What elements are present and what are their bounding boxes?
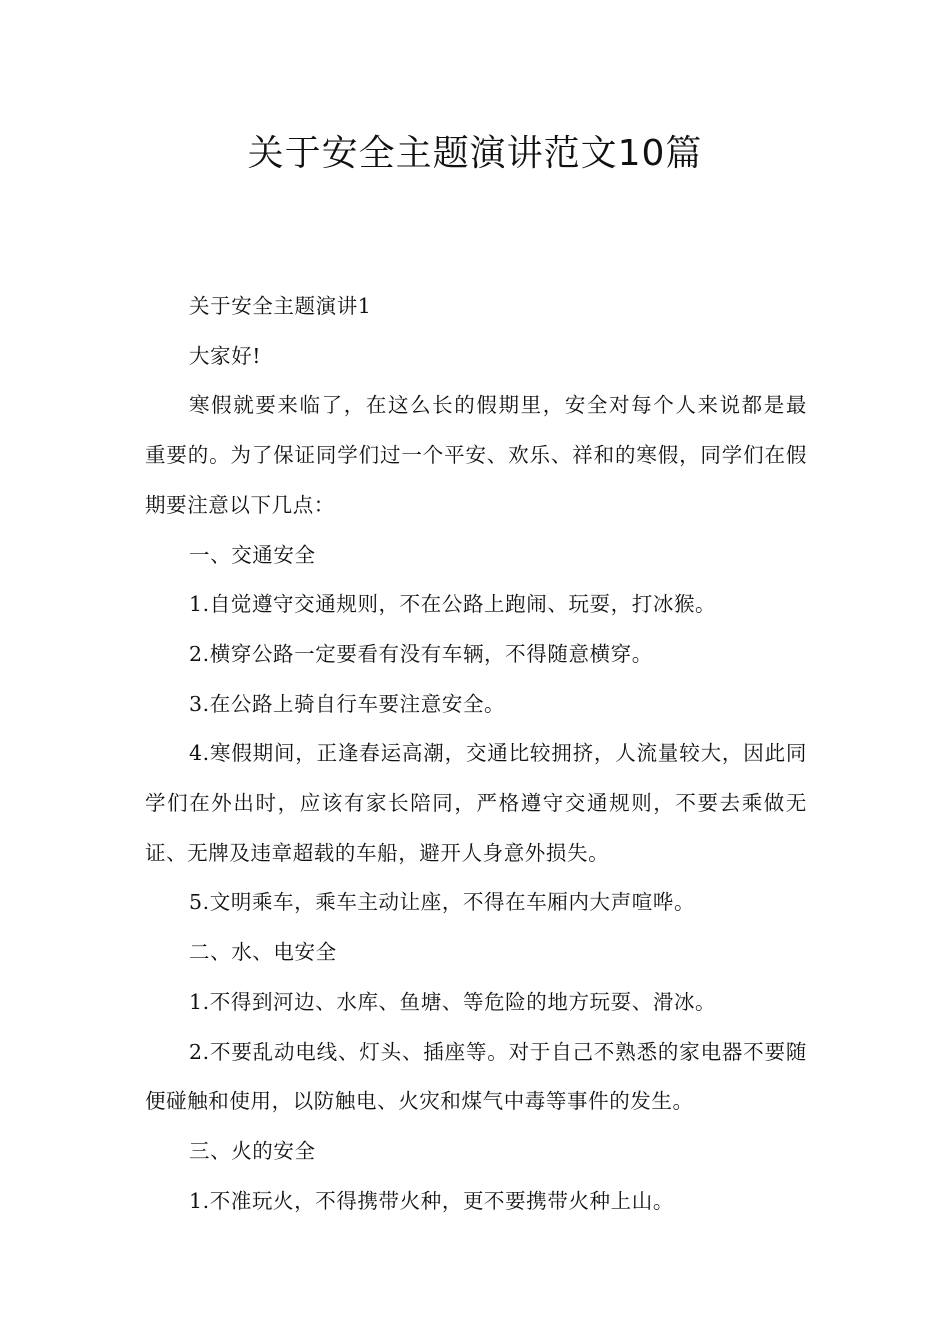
document-title: 关于安全主题演讲范文10篇 bbox=[247, 133, 703, 174]
list-item: 3.在公路上骑自行车要注意安全。 bbox=[189, 691, 506, 716]
section-heading-water-electric: 二、水、电安全 bbox=[189, 940, 337, 965]
list-item: 1.不准玩火，不得携带火种，更不要携带火种上山。 bbox=[189, 1188, 674, 1213]
intro-paragraph: 寒假就要来临了，在这么长的假期里，安全对每个人来说都是最 重要的。为了保证同学们过一个平安、欢乐、祥和的寒假，同学们在假期要注意以下几点： bbox=[145, 393, 829, 517]
list-item: 1.自觉遵守交通规则，不在公路上跑闹、玩耍，打冰猴。 bbox=[189, 592, 717, 617]
list-item: 2.不要乱动电线、灯头、插座等。对于自己不熟悉的家电器不要随便碰触和使用，以防触电、火灾和煤气中毒等事件的发生。 bbox=[145, 1039, 807, 1114]
section-heading-traffic: 一、交通安全 bbox=[189, 542, 316, 567]
section-heading-fire: 三、火的安全 bbox=[189, 1138, 316, 1163]
document-body bbox=[145, 282, 829, 1226]
list-item: 4.寒假期间，正逢春运高潮，交通比较拥挤，人流量较大，因此同学们在外出时，应该有家长陪同，严格遵守交通规则，不要去乘做无证、无牌及违章超载的车船，避开人身意外损失。 bbox=[145, 741, 807, 865]
list-item: 1.不得到河边、水库、鱼塘、等危险的地方玩耍、滑冰。 bbox=[189, 989, 717, 1014]
greeting: 大家好! bbox=[189, 343, 262, 368]
list-item: 5.文明乘车，乘车主动让座，不得在车厢内大声喧哗。 bbox=[189, 890, 696, 915]
list-item: 2.横穿公路一定要看有没有车辆，不得随意横穿。 bbox=[189, 641, 653, 666]
heading-speech-1: 关于安全主题演讲1 bbox=[189, 294, 372, 318]
